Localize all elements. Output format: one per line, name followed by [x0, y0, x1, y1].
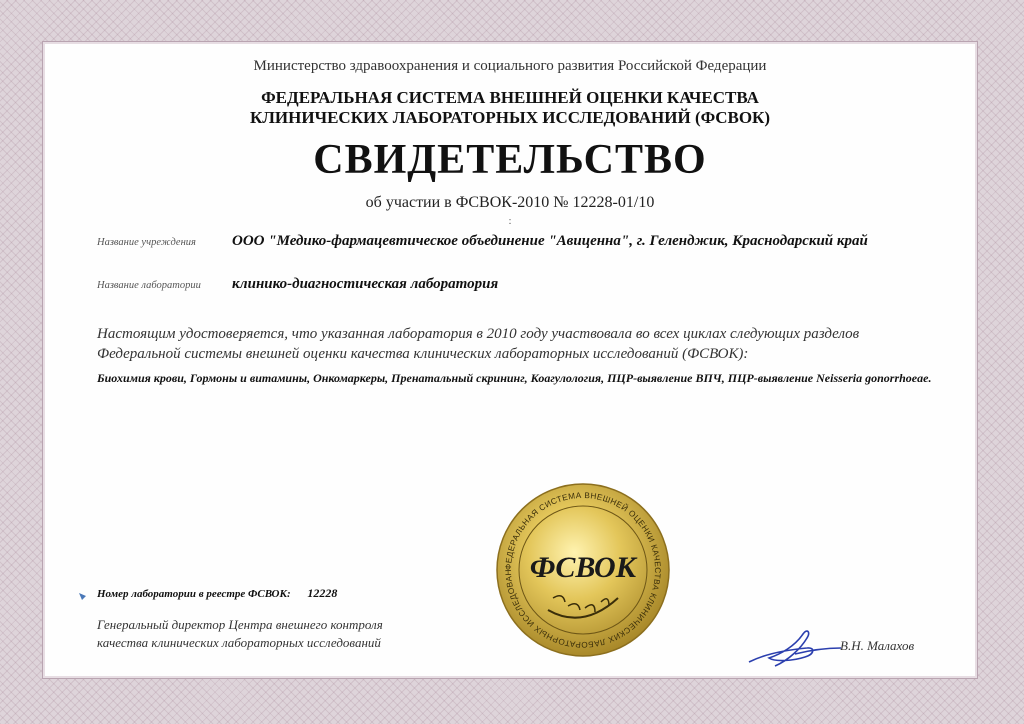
registry-label: Номер лаборатории в реестре ФСВОК: — [97, 588, 291, 600]
statement-line-1: Настоящим удостоверяется, что указанная лаборатория в 2010 году участвовала во всех циклах следующих разделов — [97, 326, 860, 342]
registry-row — [97, 586, 337, 601]
institution-label: Название учреждения — [97, 237, 196, 248]
seal-ring-text: ФЕДЕРАЛЬНАЯ СИСТЕМА ВНЕШНЕЙ ОЦЕНКИ КАЧЕСТВА КЛИНИЧЕСКИХ ЛАБОРАТОРНЫХ ИССЛЕДОВАН — [503, 490, 663, 650]
registry-number: 12228 — [307, 586, 338, 600]
statement-line-2: Федеральной системы внешней оценки качества клинических лабораторных исследований (ФСВОК): — [97, 346, 749, 362]
institution-value: ООО "Медико-фармацевтическое объединение "Авиценна", г. Геленджик, Краснодарский край — [232, 233, 868, 249]
ministry-line: Министерство здравоохранения и социального развития Российской Федерации — [253, 58, 767, 74]
pen-icon — [78, 589, 88, 607]
certificate-subtitle: об участии в ФСВОК-2010 № 12228-01/10 — [365, 194, 655, 211]
laboratory-value: клинико-диагностическая лаборатория — [232, 276, 499, 292]
sections-list: Биохимия крови, Гормоны и витамины, Онкомаркеры, Пренатальный скрининг, Коагулология, ПЦР-выявление ВПЧ, ПЦР-выявление Neisseria gonorrhoeae. — [97, 371, 932, 385]
director-title — [97, 616, 383, 652]
director-line-2: качества клинических лабораторных исследований — [97, 635, 381, 650]
system-title-line-2: КЛИНИЧЕСКИХ ЛАБОРАТОРНЫХ ИССЛЕДОВАНИЙ (ФСВОК) — [249, 108, 771, 127]
seal-center-text: ФСВОК — [529, 551, 637, 584]
director-line-1: Генеральный директор Центра внешнего контроля — [97, 617, 383, 632]
signatory-name: В.Н. Малахов — [840, 638, 915, 653]
laboratory-label: Название лаборатории — [97, 280, 201, 291]
certificate-title: СВИДЕТЕЛЬСТВО — [313, 137, 707, 183]
certificate-body — [45, 44, 975, 676]
colon-mark: : — [508, 216, 512, 227]
system-title-line-1: ФЕДЕРАЛЬНАЯ СИСТЕМА ВНЕШНЕЙ ОЦЕНКИ КАЧЕСТВА — [261, 88, 759, 107]
fsvok-seal-icon — [493, 480, 673, 665]
signature-icon — [745, 624, 845, 675]
